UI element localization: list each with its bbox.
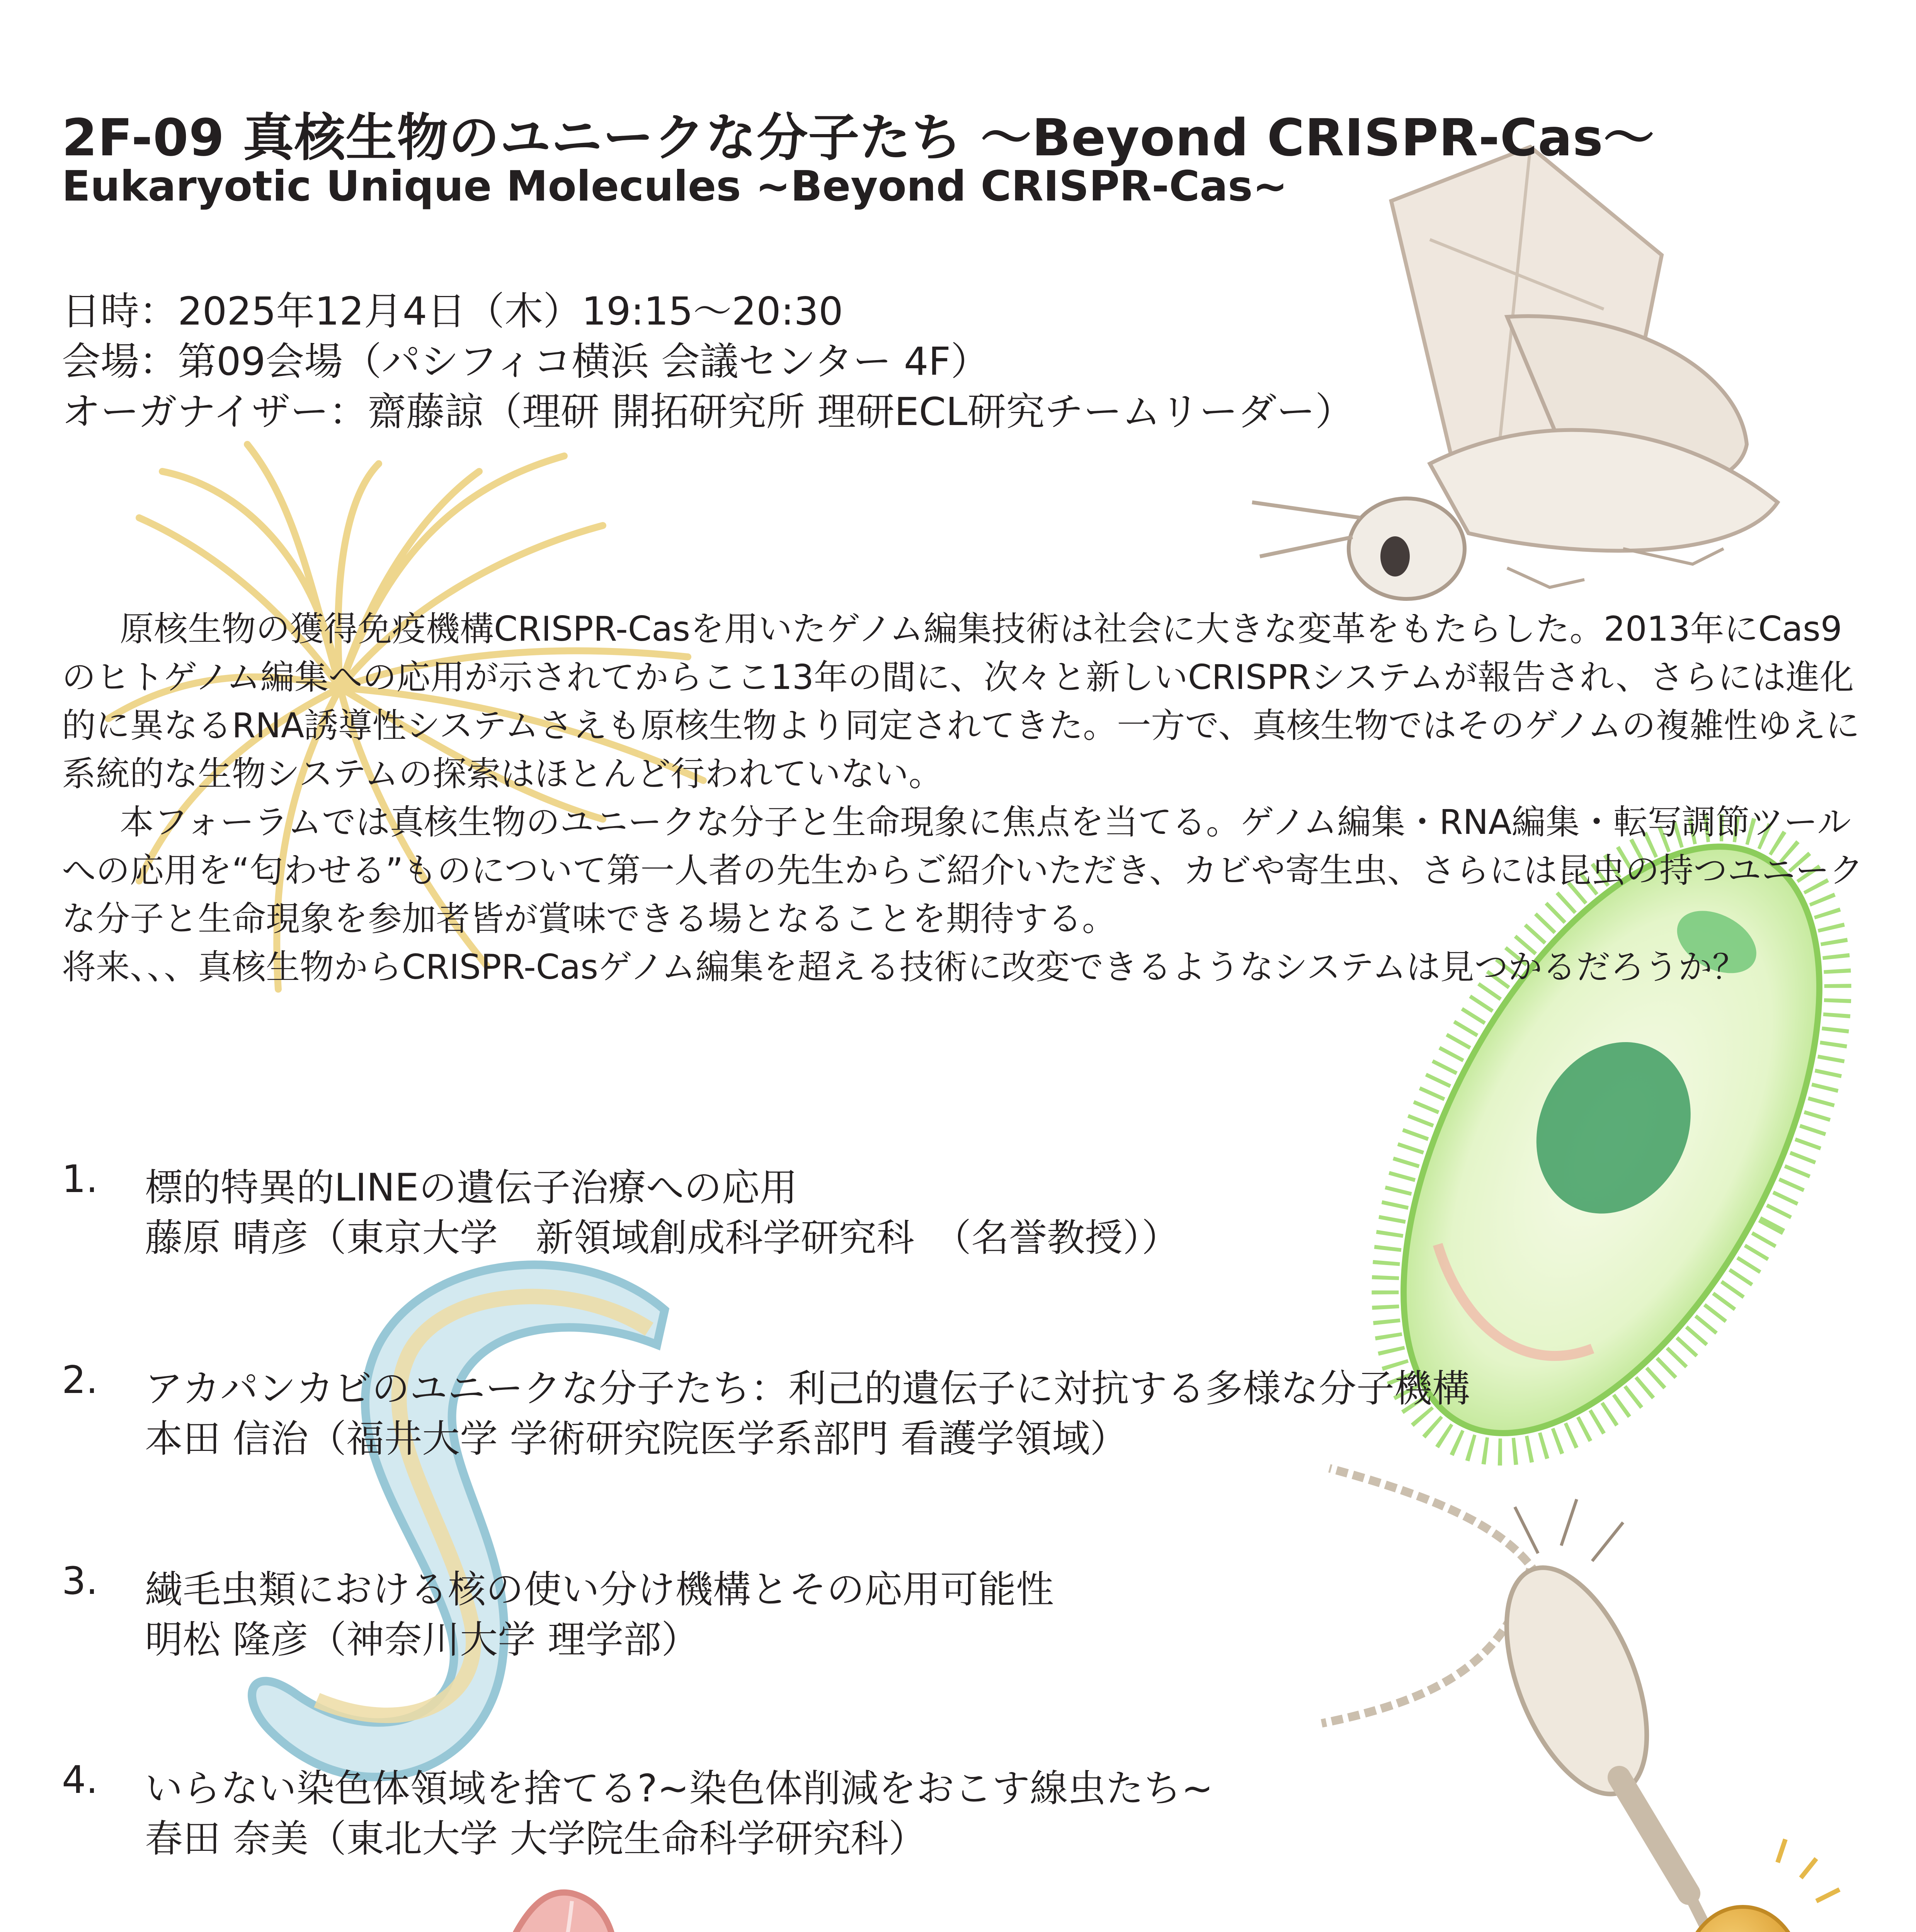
talk-speaker: 春田 奈美（東北大学 大学院生命科学研究科） <box>145 1817 927 1861</box>
talk-number: 3. <box>62 1559 98 1603</box>
talk-title: いらない染色体領域を捨てる?~染色体削減をおこす線虫たち~ <box>145 1767 1213 1811</box>
talk-title: 繊毛虫類における核の使い分け機構とその応用可能性 <box>145 1568 1054 1612</box>
moth-icon <box>1252 147 1778 599</box>
talk-number: 1. <box>62 1157 98 1201</box>
talk-speaker: 藤原 晴彦（東京大学 新領域創成科学研究科 （名誉教授）） <box>145 1216 1180 1260</box>
talk-number: 4. <box>62 1758 98 1802</box>
abstract-paragraph-1: 原核生物の獲得免疫機構CRISPR-Casを用いたゲノム編集技術は社会に大きな変革をもたらした。2013年にCas9のヒトゲノム編集への応用が示されてからここ13年の間に、次々と新しいCRISPRシステムが報告され、さらには進化的に異なるRNA誘導性システムさえも原核生物より同定されてきた。一方で、真核生物ではそのゲノムの複雑性ゆえに系統的な生物システムの探索はほとんど行われていない。 <box>62 609 1860 794</box>
abstract <box>62 605 1870 991</box>
page-title: 2F-09 真核生物のユニークな分子たち 〜Beyond CRISPR-Cas〜 <box>62 108 1655 168</box>
talk-speaker: 明松 隆彦（神奈川大学 理学部） <box>145 1618 699 1662</box>
page-subtitle: Eukaryotic Unique Molecules ~Beyond CRISPR-Cas~ <box>62 162 1288 211</box>
copepod-icon <box>1322 1468 1839 1932</box>
talk-speaker: 本田 信治（福井大学 学術研究院医学系部門 看護学領域） <box>145 1417 1128 1461</box>
event-organizer: オーガナイザー：齋藤諒（理研 開拓研究所 理研ECL研究チームリーダー） <box>62 389 1354 434</box>
talk-title: アカパンカビのユニークな分子たち：利己的遺伝子に対抗する多様な分子機構 <box>145 1367 1470 1411</box>
abstract-paragraph-3: 将来、、、真核生物からCRISPR-Casゲノム編集を超える技術に改変できるようなシステムは見つかるだろうか？ <box>62 947 1746 987</box>
event-date: 日時：2025年12月4日（木）19:15〜20:30 <box>62 289 843 334</box>
trypanosome-icon <box>174 1893 616 1932</box>
talk-title: 標的特異的LINEの遺伝子治療への応用 <box>145 1166 798 1210</box>
abstract-paragraph-2: 本フォーラムでは真核生物のユニークな分子と生命現象に焦点を当てる。ゲノム編集・RNA編集・転写調節ツールへの応用を“匂わせる”ものについて第一人者の先生からご紹介いただき、カビや寄生虫、さらには昆虫の持つユニークな分子と生命現象を参加者皆が賞味できる場となることを期待する。 <box>62 802 1863 939</box>
talk-number: 2. <box>62 1358 98 1402</box>
event-venue: 会場：第09会場（パシフィコ横浜 会議センター 4F） <box>62 339 989 384</box>
nematode-icon <box>252 1265 665 1777</box>
